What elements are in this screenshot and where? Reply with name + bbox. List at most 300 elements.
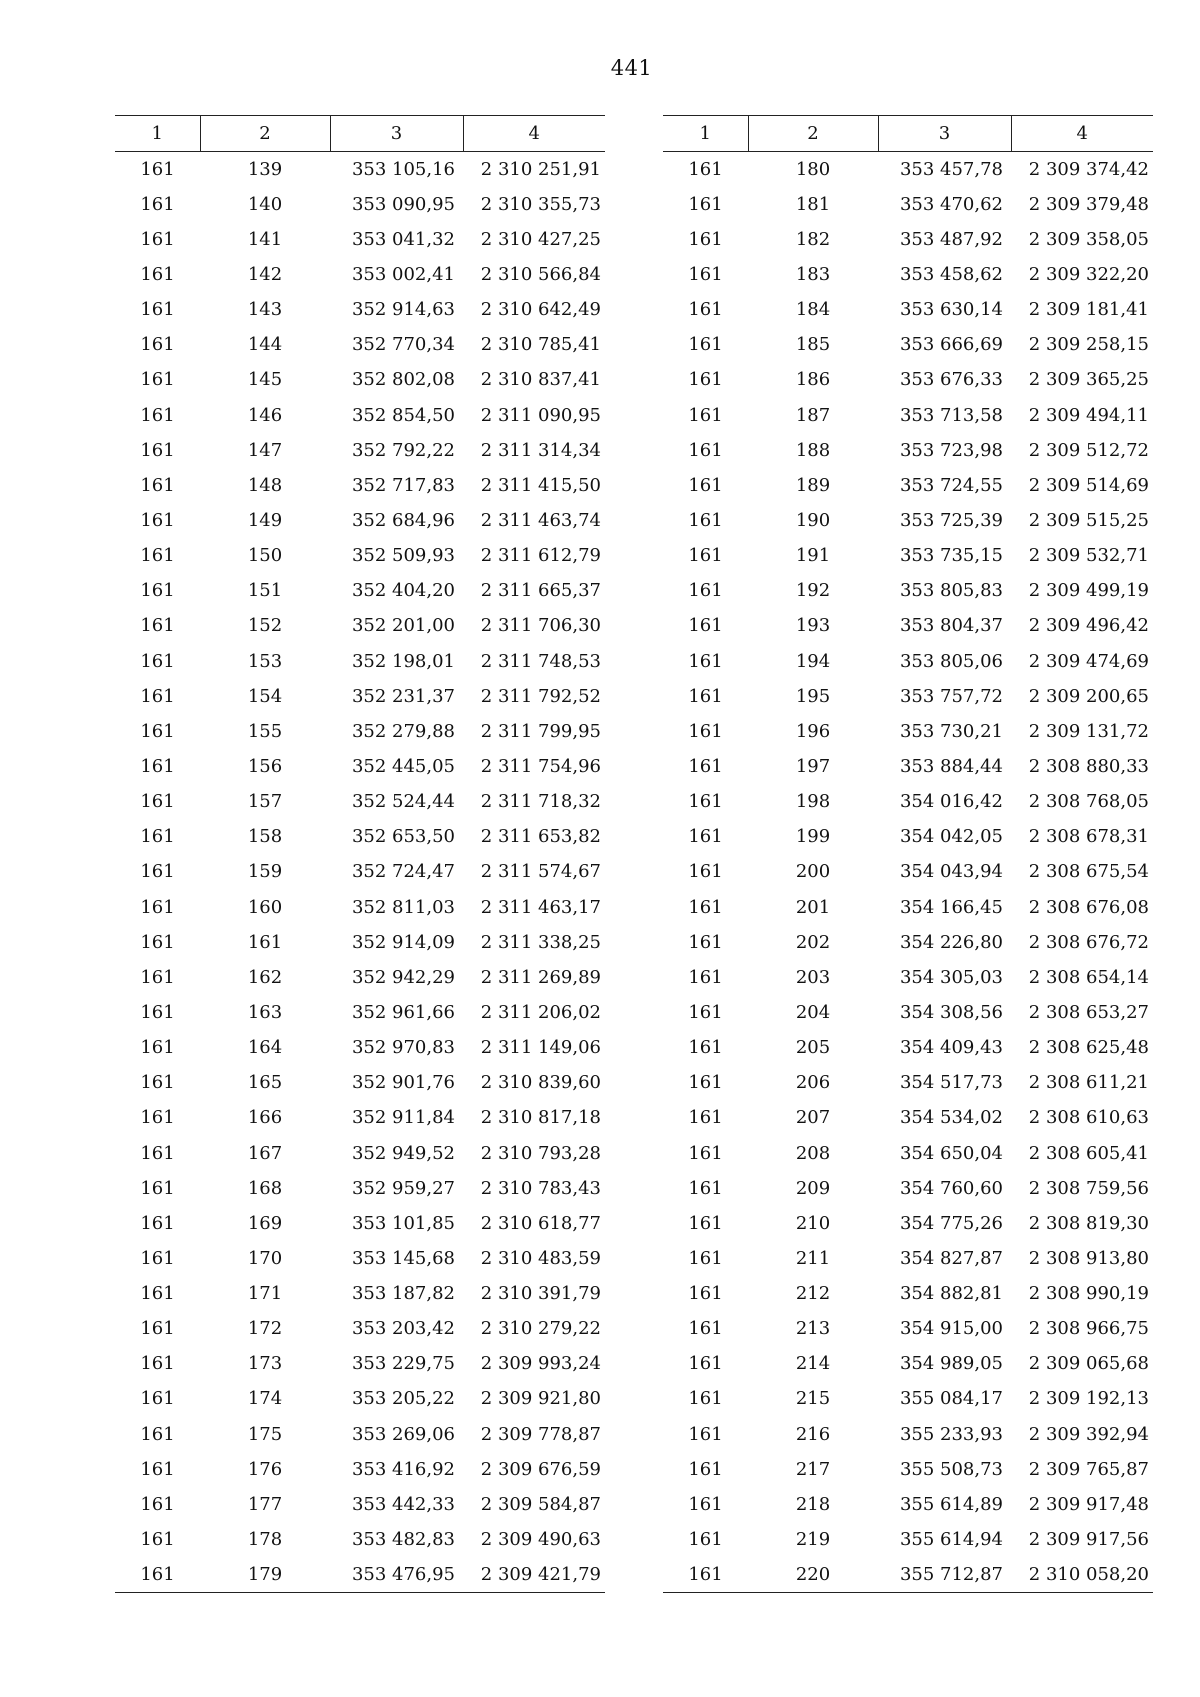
table-cell-col-2: 155 xyxy=(247,720,283,742)
table-cell-col-3: 353 457,78 xyxy=(899,158,1003,180)
table-cell-col-3: 355 508,73 xyxy=(899,1458,1003,1480)
table-cell-col-4: 2 310 251,91 xyxy=(480,158,601,180)
table-cell-col-4: 2 311 463,74 xyxy=(480,509,601,531)
table-cell-col-4: 2 309 778,87 xyxy=(480,1423,601,1445)
table-body xyxy=(663,152,1153,1593)
table-row xyxy=(115,292,605,327)
table-cell-col-2: 153 xyxy=(247,650,283,672)
table-cell-col-4: 2 308 966,75 xyxy=(1028,1318,1149,1340)
table-cell-col-4: 2 308 676,72 xyxy=(1028,931,1149,953)
table-cell-col-1: 161 xyxy=(688,1107,723,1129)
table-cell-col-2: 188 xyxy=(795,439,831,461)
table-cell-col-2: 184 xyxy=(795,299,831,321)
table-row xyxy=(663,1346,1153,1381)
table-cell-col-2: 218 xyxy=(795,1493,831,1515)
coordinates-table-left xyxy=(115,115,605,1593)
table-cell-col-2: 178 xyxy=(247,1529,283,1551)
table-cell-col-1: 161 xyxy=(688,228,723,250)
table-cell-col-1: 161 xyxy=(140,1001,175,1023)
table-cell-col-2: 211 xyxy=(795,1247,831,1269)
table-cell-col-2: 215 xyxy=(795,1388,831,1410)
table-cell-col-3: 352 961,66 xyxy=(351,1001,455,1023)
table-cell-col-2: 205 xyxy=(795,1037,831,1059)
table-cell-col-3: 355 614,94 xyxy=(899,1529,1003,1551)
table-cell-col-2: 163 xyxy=(247,1001,283,1023)
table-cell-col-3: 354 775,26 xyxy=(899,1212,1003,1234)
table-cell-col-2: 202 xyxy=(795,931,831,953)
table-cell-col-3: 352 792,22 xyxy=(351,439,455,461)
table-row xyxy=(663,749,1153,784)
table-cell-col-1: 161 xyxy=(140,1177,175,1199)
table-cell-col-4: 2 308 819,30 xyxy=(1028,1212,1149,1234)
table-cell-col-2: 210 xyxy=(795,1212,831,1234)
table-cell-col-4: 2 311 314,34 xyxy=(480,439,601,461)
table-cell-col-4: 2 309 192,13 xyxy=(1028,1388,1149,1410)
table-cell-col-4: 2 309 515,25 xyxy=(1028,509,1149,531)
table-cell-col-4: 2 311 665,37 xyxy=(480,580,601,602)
table-cell-col-2: 162 xyxy=(247,966,283,988)
table-cell-col-4: 2 311 799,95 xyxy=(480,720,601,742)
table-row xyxy=(663,187,1153,222)
table-cell-col-1: 161 xyxy=(140,545,175,567)
table-cell-col-4: 2 309 474,69 xyxy=(1028,650,1149,672)
table-cell-col-3: 355 233,93 xyxy=(899,1423,1003,1445)
table-cell-col-2: 190 xyxy=(795,509,831,531)
table-row xyxy=(663,1452,1153,1487)
table-cell-col-2: 207 xyxy=(795,1107,831,1129)
table-cell-col-3: 353 205,22 xyxy=(351,1388,455,1410)
table-cell-col-4: 2 309 065,68 xyxy=(1028,1353,1149,1375)
table-cell-col-3: 352 914,09 xyxy=(351,931,455,953)
table-cell-col-1: 161 xyxy=(140,861,175,883)
table-cell-col-2: 141 xyxy=(247,228,283,250)
table-cell-col-4: 2 308 768,05 xyxy=(1028,791,1149,813)
table-cell-col-4: 2 309 379,48 xyxy=(1028,193,1149,215)
table-cell-col-2: 176 xyxy=(247,1458,283,1480)
table-cell-col-1: 161 xyxy=(140,1142,175,1164)
table-cell-col-2: 197 xyxy=(795,755,831,777)
table-cell-col-4: 2 309 584,87 xyxy=(480,1493,601,1515)
column-header-4: 4 xyxy=(1011,116,1153,152)
table-cell-col-4: 2 308 654,14 xyxy=(1028,966,1149,988)
table-cell-col-3: 353 723,98 xyxy=(899,439,1003,461)
table-row xyxy=(663,854,1153,889)
table-cell-col-2: 204 xyxy=(795,1001,831,1023)
table-cell-col-4: 2 310 817,18 xyxy=(480,1107,601,1129)
table-row xyxy=(115,1065,605,1100)
table-cell-col-1: 161 xyxy=(688,545,723,567)
table-cell-col-3: 352 524,44 xyxy=(351,791,455,813)
table-cell-col-1: 161 xyxy=(140,755,175,777)
table-cell-col-2: 213 xyxy=(795,1318,831,1340)
table-cell-col-1: 161 xyxy=(688,193,723,215)
table-row xyxy=(115,433,605,468)
table-cell-col-3: 353 487,92 xyxy=(899,228,1003,250)
table-row xyxy=(115,960,605,995)
table-cell-col-1: 161 xyxy=(688,334,723,356)
table-row xyxy=(115,854,605,889)
table-cell-col-4: 2 310 839,60 xyxy=(480,1072,601,1094)
table-cell-col-4: 2 308 605,41 xyxy=(1028,1142,1149,1164)
table-cell-col-2: 147 xyxy=(247,439,283,461)
table-cell-col-4: 2 309 499,19 xyxy=(1028,580,1149,602)
table-cell-col-3: 354 226,80 xyxy=(899,931,1003,953)
table-row xyxy=(115,1487,605,1522)
table-cell-col-3: 355 614,89 xyxy=(899,1493,1003,1515)
table-row xyxy=(663,1522,1153,1557)
table-cell-col-1: 161 xyxy=(688,1388,723,1410)
table-cell-col-1: 161 xyxy=(688,685,723,707)
table-cell-col-4: 2 311 149,06 xyxy=(480,1037,601,1059)
table-row xyxy=(115,925,605,960)
table-cell-col-2: 219 xyxy=(795,1529,831,1551)
table-cell-col-2: 189 xyxy=(795,474,831,496)
table-row xyxy=(115,608,605,643)
table-cell-col-1: 161 xyxy=(688,720,723,742)
table-row xyxy=(115,1135,605,1170)
table-cell-col-2: 152 xyxy=(247,615,283,637)
table-cell-col-4: 2 311 653,82 xyxy=(480,826,601,848)
table-row xyxy=(115,257,605,292)
table-row xyxy=(115,1241,605,1276)
table-row xyxy=(115,749,605,784)
table-cell-col-4: 2 311 612,79 xyxy=(480,545,601,567)
table-row xyxy=(663,362,1153,397)
table-cell-col-3: 353 482,83 xyxy=(351,1529,455,1551)
table-cell-col-1: 161 xyxy=(688,1212,723,1234)
table-cell-col-3: 353 804,37 xyxy=(899,615,1003,637)
table-cell-col-4: 2 309 200,65 xyxy=(1028,685,1149,707)
table-cell-col-3: 353 269,06 xyxy=(351,1423,455,1445)
table-cell-col-3: 352 854,50 xyxy=(351,404,455,426)
table-cell-col-4: 2 309 131,72 xyxy=(1028,720,1149,742)
table-cell-col-4: 2 309 765,87 xyxy=(1028,1458,1149,1480)
table-cell-col-3: 355 084,17 xyxy=(899,1388,1003,1410)
table-row xyxy=(115,1100,605,1135)
table-row xyxy=(663,995,1153,1030)
table-cell-col-3: 352 684,96 xyxy=(351,509,455,531)
table-row xyxy=(663,960,1153,995)
table-row xyxy=(663,643,1153,678)
table-cell-col-3: 353 805,83 xyxy=(899,580,1003,602)
table-row xyxy=(115,362,605,397)
table-row xyxy=(115,643,605,678)
column-header-2: 2 xyxy=(200,116,330,152)
column-header-1: 1 xyxy=(663,116,748,152)
table-row xyxy=(663,397,1153,432)
table-cell-col-4: 2 310 642,49 xyxy=(480,299,601,321)
table-row xyxy=(115,1311,605,1346)
table-row xyxy=(663,1487,1153,1522)
table-row xyxy=(663,1417,1153,1452)
table-cell-col-3: 353 805,06 xyxy=(899,650,1003,672)
table-cell-col-3: 353 229,75 xyxy=(351,1353,455,1375)
table-row xyxy=(663,1135,1153,1170)
table-row xyxy=(663,573,1153,608)
table-cell-col-2: 168 xyxy=(247,1177,283,1199)
table-cell-col-1: 161 xyxy=(688,369,723,391)
table-cell-col-4: 2 308 610,63 xyxy=(1028,1107,1149,1129)
table-row xyxy=(115,1030,605,1065)
table-cell-col-2: 216 xyxy=(795,1423,831,1445)
table-row xyxy=(663,538,1153,573)
table-row xyxy=(663,889,1153,924)
table-cell-col-4: 2 309 358,05 xyxy=(1028,228,1149,250)
table-cell-col-4: 2 309 917,48 xyxy=(1028,1493,1149,1515)
table-cell-col-3: 352 942,29 xyxy=(351,966,455,988)
table-cell-col-4: 2 309 490,63 xyxy=(480,1529,601,1551)
table-row xyxy=(663,679,1153,714)
table-cell-col-3: 353 203,42 xyxy=(351,1318,455,1340)
table-cell-col-3: 352 653,50 xyxy=(351,826,455,848)
table-cell-col-2: 142 xyxy=(247,263,283,285)
table-cell-col-4: 2 309 917,56 xyxy=(1028,1529,1149,1551)
table-cell-col-1: 161 xyxy=(688,650,723,672)
table-cell-col-1: 161 xyxy=(140,615,175,637)
table-row xyxy=(663,433,1153,468)
table-row xyxy=(663,222,1153,257)
table-cell-col-1: 161 xyxy=(140,1493,175,1515)
table-cell-col-3: 353 416,92 xyxy=(351,1458,455,1480)
table-row xyxy=(115,714,605,749)
table-row xyxy=(115,819,605,854)
table-cell-col-4: 2 309 676,59 xyxy=(480,1458,601,1480)
table-cell-col-2: 140 xyxy=(247,193,283,215)
table-cell-col-1: 161 xyxy=(140,369,175,391)
table-cell-col-4: 2 311 269,89 xyxy=(480,966,601,988)
table-cell-col-1: 161 xyxy=(140,826,175,848)
column-header-4: 4 xyxy=(463,116,605,152)
table-cell-col-4: 2 311 706,30 xyxy=(480,615,601,637)
table-row xyxy=(663,1311,1153,1346)
table-cell-col-2: 154 xyxy=(247,685,283,707)
table-cell-col-2: 160 xyxy=(247,896,283,918)
table-row xyxy=(663,608,1153,643)
table-cell-col-4: 2 309 532,71 xyxy=(1028,545,1149,567)
table-cell-col-1: 161 xyxy=(688,1353,723,1375)
table-cell-col-1: 161 xyxy=(688,896,723,918)
table-cell-col-2: 149 xyxy=(247,509,283,531)
table-cell-col-1: 161 xyxy=(688,509,723,531)
table-cell-col-1: 161 xyxy=(140,720,175,742)
table-cell-col-4: 2 308 675,54 xyxy=(1028,861,1149,883)
table-cell-col-3: 353 666,69 xyxy=(899,334,1003,356)
table-cell-col-1: 161 xyxy=(688,826,723,848)
table-cell-col-1: 161 xyxy=(140,1318,175,1340)
table-cell-col-4: 2 309 322,20 xyxy=(1028,263,1149,285)
table-cell-col-4: 2 308 653,27 xyxy=(1028,1001,1149,1023)
table-cell-col-1: 161 xyxy=(688,931,723,953)
table-cell-col-1: 161 xyxy=(140,509,175,531)
table-cell-col-4: 2 308 611,21 xyxy=(1028,1072,1149,1094)
table-cell-col-3: 354 409,43 xyxy=(899,1037,1003,1059)
table-row xyxy=(663,1100,1153,1135)
table-row xyxy=(115,1417,605,1452)
table-cell-col-3: 353 002,41 xyxy=(351,263,455,285)
table-cell-col-3: 353 458,62 xyxy=(899,263,1003,285)
table-cell-col-4: 2 309 514,69 xyxy=(1028,474,1149,496)
table-cell-col-3: 353 476,95 xyxy=(330,1557,463,1592)
table-row xyxy=(115,468,605,503)
table-header-row xyxy=(663,116,1153,152)
table-cell-col-3: 354 305,03 xyxy=(899,966,1003,988)
table-row xyxy=(663,925,1153,960)
table-row xyxy=(115,1522,605,1557)
table-row xyxy=(663,1241,1153,1276)
table-cell-col-3: 354 042,05 xyxy=(899,826,1003,848)
table-cell-col-4: 2 311 754,96 xyxy=(480,755,601,777)
table-cell-col-2: 193 xyxy=(795,615,831,637)
table-cell-col-2: 209 xyxy=(795,1177,831,1199)
table-cell-col-3: 354 650,04 xyxy=(899,1142,1003,1164)
table-row xyxy=(663,257,1153,292)
table-cell-col-4: 2 309 421,79 xyxy=(463,1557,605,1592)
table-row xyxy=(663,1030,1153,1065)
table-cell-col-1: 161 xyxy=(140,334,175,356)
table-cell-col-2: 194 xyxy=(795,650,831,672)
table-cell-col-1: 161 xyxy=(140,966,175,988)
table-cell-col-3: 352 911,84 xyxy=(351,1107,455,1129)
table-cell-col-3: 352 445,05 xyxy=(351,755,455,777)
table-row xyxy=(115,503,605,538)
table-cell-col-2: 170 xyxy=(247,1247,283,1269)
table-cell-col-1: 161 xyxy=(688,158,723,180)
column-header-1: 1 xyxy=(115,116,200,152)
table-cell-col-1: 161 xyxy=(663,1557,748,1592)
table-cell-col-2: 180 xyxy=(795,158,831,180)
table-cell-col-2: 148 xyxy=(247,474,283,496)
table-cell-col-2: 187 xyxy=(795,404,831,426)
table-cell-col-2: 179 xyxy=(200,1557,330,1592)
table-cell-col-3: 352 404,20 xyxy=(351,580,455,602)
table-cell-col-3: 352 802,08 xyxy=(351,369,455,391)
table-cell-col-3: 352 949,52 xyxy=(351,1142,455,1164)
table-cell-col-3: 354 308,56 xyxy=(899,1001,1003,1023)
table-cell-col-3: 354 915,00 xyxy=(899,1318,1003,1340)
table-cell-col-2: 139 xyxy=(247,158,283,180)
table-cell-col-1: 161 xyxy=(140,650,175,672)
table-cell-col-3: 352 811,03 xyxy=(351,896,455,918)
page-number: 441 xyxy=(610,56,653,80)
table-cell-col-4: 2 310 391,79 xyxy=(480,1283,601,1305)
table-cell-col-2: 157 xyxy=(247,791,283,813)
table-row xyxy=(115,573,605,608)
table-cell-col-4: 2 310 618,77 xyxy=(480,1212,601,1234)
table-cell-col-2: 181 xyxy=(795,193,831,215)
table-row xyxy=(115,152,605,187)
table-cell-col-1: 161 xyxy=(140,896,175,918)
table-cell-col-4: 2 311 415,50 xyxy=(480,474,601,496)
column-header-3: 3 xyxy=(330,116,463,152)
table-cell-col-4: 2 309 392,94 xyxy=(1028,1423,1149,1445)
table-cell-col-1: 161 xyxy=(688,439,723,461)
table-cell-col-3: 353 730,21 xyxy=(899,720,1003,742)
table-row xyxy=(115,995,605,1030)
table-cell-col-4: 2 309 374,42 xyxy=(1028,158,1149,180)
table-cell-col-1: 161 xyxy=(688,1037,723,1059)
table-cell-col-4: 2 310 783,43 xyxy=(480,1177,601,1199)
table-cell-col-3: 354 827,87 xyxy=(899,1247,1003,1269)
table-cell-col-4: 2 310 785,41 xyxy=(480,334,601,356)
table-cell-col-2: 220 xyxy=(748,1557,878,1592)
table-cell-col-3: 354 989,05 xyxy=(899,1353,1003,1375)
table-cell-col-4: 2 310 279,22 xyxy=(480,1318,601,1340)
table-row xyxy=(115,1276,605,1311)
table-row xyxy=(115,1346,605,1381)
table-row xyxy=(663,819,1153,854)
table-cell-col-4: 2 309 921,80 xyxy=(480,1388,601,1410)
table-cell-col-3: 353 724,55 xyxy=(899,474,1003,496)
table-cell-col-4: 2 309 365,25 xyxy=(1028,369,1149,391)
table-cell-col-1: 161 xyxy=(688,1529,723,1551)
column-header-2: 2 xyxy=(748,116,878,152)
table-cell-col-2: 164 xyxy=(247,1037,283,1059)
table-cell-col-3: 353 757,72 xyxy=(899,685,1003,707)
table-cell-col-4: 2 310 058,20 xyxy=(1011,1557,1153,1592)
table-row xyxy=(663,327,1153,362)
table-cell-col-2: 206 xyxy=(795,1072,831,1094)
table-cell-col-4: 2 308 678,31 xyxy=(1028,826,1149,848)
table-body xyxy=(115,152,605,1593)
table-cell-col-1: 161 xyxy=(688,1458,723,1480)
table-row xyxy=(115,187,605,222)
table-cell-col-2: 172 xyxy=(247,1318,283,1340)
table-row xyxy=(115,222,605,257)
table-cell-col-1: 161 xyxy=(140,685,175,707)
table-cell-col-3: 354 517,73 xyxy=(899,1072,1003,1094)
table-cell-col-2: 144 xyxy=(247,334,283,356)
table-cell-col-4: 2 308 990,19 xyxy=(1028,1283,1149,1305)
table-cell-col-4: 2 311 463,17 xyxy=(480,896,601,918)
table-row xyxy=(115,397,605,432)
table-cell-col-3: 352 970,83 xyxy=(351,1037,455,1059)
table-cell-col-1: 161 xyxy=(688,966,723,988)
table-cell-col-4: 2 311 206,02 xyxy=(480,1001,601,1023)
table-cell-col-1: 161 xyxy=(688,791,723,813)
table-cell-col-1: 161 xyxy=(140,263,175,285)
table-cell-col-2: 186 xyxy=(795,369,831,391)
table-row xyxy=(663,503,1153,538)
table-cell-col-1: 161 xyxy=(688,861,723,883)
table-cell-col-1: 161 xyxy=(688,1247,723,1269)
table-cell-col-3: 353 101,85 xyxy=(351,1212,455,1234)
table-cell-col-2: 191 xyxy=(795,545,831,567)
table-row xyxy=(663,714,1153,749)
table-cell-col-2: 201 xyxy=(795,896,831,918)
table-cell-col-4: 2 309 181,41 xyxy=(1028,299,1149,321)
table-cell-col-1: 161 xyxy=(688,1072,723,1094)
table-cell-col-4: 2 310 793,28 xyxy=(480,1142,601,1164)
table-cell-col-3: 353 676,33 xyxy=(899,369,1003,391)
table-cell-col-1: 161 xyxy=(140,791,175,813)
table-cell-col-3: 353 630,14 xyxy=(899,299,1003,321)
table-cell-col-1: 161 xyxy=(688,1423,723,1445)
table-cell-col-4: 2 308 759,56 xyxy=(1028,1177,1149,1199)
table-cell-col-1: 161 xyxy=(115,1557,200,1592)
table-cell-col-1: 161 xyxy=(140,404,175,426)
table-cell-col-4: 2 309 496,42 xyxy=(1028,615,1149,637)
table-cell-col-3: 354 534,02 xyxy=(899,1107,1003,1129)
table-cell-col-4: 2 309 494,11 xyxy=(1028,404,1149,426)
table-row xyxy=(663,1381,1153,1416)
table-cell-col-2: 171 xyxy=(247,1283,283,1305)
table-cell-col-2: 151 xyxy=(247,580,283,602)
table-cell-col-4: 2 310 566,84 xyxy=(480,263,601,285)
table-cell-col-3: 353 187,82 xyxy=(351,1283,455,1305)
table-cell-col-2: 159 xyxy=(247,861,283,883)
table-cell-col-1: 161 xyxy=(140,1212,175,1234)
table-cell-col-2: 214 xyxy=(795,1353,831,1375)
